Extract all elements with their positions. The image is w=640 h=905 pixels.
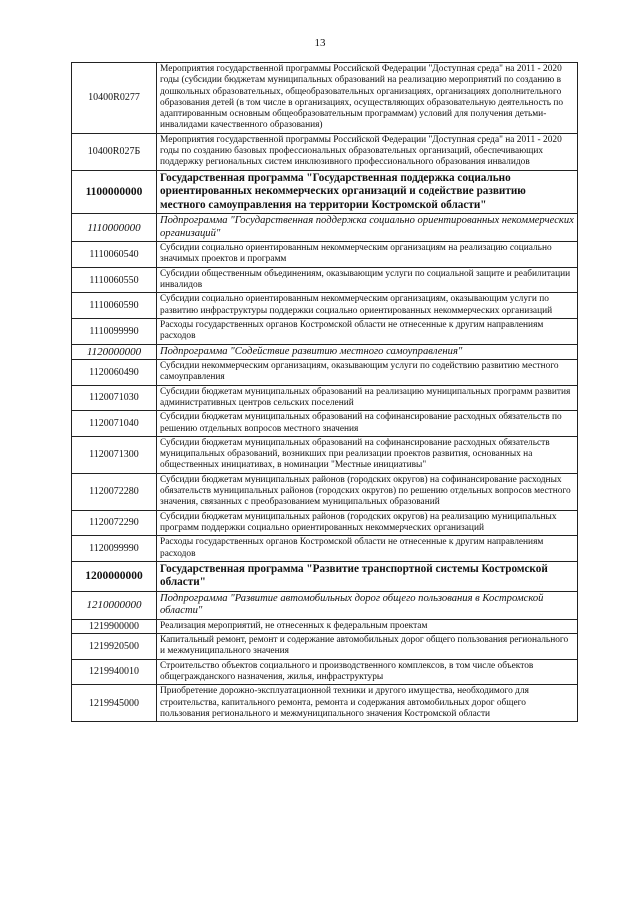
description-cell: Субсидии бюджетам муниципальных образований на софинансирование расходных обязательств по решению отдельных вопросов местного значения xyxy=(157,411,578,437)
description-cell: Приобретение дорожно-эксплуатационной техники и другого имущества, необходимого для строительства, капитального ремонта, ремонта и содержания автомобильных дорог общего пользования регионального и межмуниципального значения Костромской области xyxy=(157,685,578,722)
description-cell: Капитальный ремонт, ремонт и содержание автомобильных дорог общего пользования регионального и межмуниципального значения xyxy=(157,634,578,660)
table-row xyxy=(72,473,578,510)
table-row xyxy=(72,685,578,722)
code-cell: 1120060490 xyxy=(72,360,157,386)
description-cell: Субсидии бюджетам муниципальных образований на софинансирование расходных обязательств муниципальных образований, возникших при реализации проектов развития, основанных на общественных инициативах, в номинации "Местные инициативы" xyxy=(157,436,578,473)
code-cell: 1120071300 xyxy=(72,436,157,473)
description-cell: Расходы государственных органов Костромской области не отнесенные к другим направлениям расходов xyxy=(157,536,578,562)
subprogram-row xyxy=(72,214,578,242)
program-row xyxy=(72,170,578,214)
code-cell: 1219940010 xyxy=(72,659,157,685)
table-row xyxy=(72,242,578,268)
table-row xyxy=(72,267,578,293)
code-cell: 1120000000 xyxy=(72,344,157,360)
subprogram-row xyxy=(72,591,578,619)
description-cell: Подпрограмма "Содействие развитию местного самоуправления" xyxy=(157,344,578,360)
table-row xyxy=(72,634,578,660)
description-cell: Мероприятия государственной программы Российской Федерации "Доступная среда" на 2011 - 2020 годы по созданию базовых профессиональных образовательных организаций, обеспечивающих поддержку региональных систем инклюзивного профессионального образования инвалидов xyxy=(157,133,578,170)
table-row xyxy=(72,63,578,134)
code-cell: 1219920500 xyxy=(72,634,157,660)
table-row xyxy=(72,659,578,685)
code-cell: 1100000000 xyxy=(72,170,157,214)
description-cell: Государственная программа "Развитие транспортной системы Костромской области" xyxy=(157,561,578,591)
description-cell: Подпрограмма "Государственная поддержка социально ориентированных некоммерческих организаций" xyxy=(157,214,578,242)
code-cell: 1120071030 xyxy=(72,385,157,411)
table-row xyxy=(72,510,578,536)
table-body xyxy=(72,63,578,722)
program-row xyxy=(72,561,578,591)
description-cell: Реализация мероприятий, не отнесенных к федеральным проектам xyxy=(157,619,578,633)
description-cell: Субсидии социально ориентированным некоммерческим организациям на реализацию социально значимых проектов и программ xyxy=(157,242,578,268)
description-cell: Подпрограмма "Развитие автомобильных дорог общего пользования в Костромской области" xyxy=(157,591,578,619)
code-cell: 1110099990 xyxy=(72,318,157,344)
budget-classification-table xyxy=(71,62,578,722)
table-row xyxy=(72,360,578,386)
description-cell: Субсидии социально ориентированным некоммерческим организациям, оказывающим услуги по развитию инфраструктуры поддержки социально ориентированных некоммерческих организаций xyxy=(157,293,578,319)
table-row xyxy=(72,133,578,170)
description-cell: Строительство объектов социального и производственного комплексов, в том числе объектов общегражданского назначения, жилья, инфраструктуры xyxy=(157,659,578,685)
code-cell: 1120072280 xyxy=(72,473,157,510)
code-cell: 1210000000 xyxy=(72,591,157,619)
table-row xyxy=(72,536,578,562)
code-cell: 1110000000 xyxy=(72,214,157,242)
description-cell: Субсидии бюджетам муниципальных образований на реализацию муниципальных программ развития административных центров сельских поселений xyxy=(157,385,578,411)
description-cell: Расходы государственных органов Костромской области не отнесенные к другим направлениям расходов xyxy=(157,318,578,344)
table-row xyxy=(72,436,578,473)
code-cell: 1120099990 xyxy=(72,536,157,562)
code-cell: 10400R0277 xyxy=(72,63,157,134)
code-cell: 1219900000 xyxy=(72,619,157,633)
description-cell: Мероприятия государственной программы Российской Федерации "Доступная среда" на 2011 - 2020 годы (субсидии бюджетам муниципальных образований на реализацию мероприятий по созданию в дошкольных образовательных, общеобразовательных организациях, организациях дополнительного образования детей (в том числе в организациях, осуществляющих образовательную деятельность по адаптированным основным общеобразовательным программам) условий для получения детьми-инвалидами качественного образования) xyxy=(157,63,578,134)
code-cell: 1110060590 xyxy=(72,293,157,319)
code-cell: 1110060550 xyxy=(72,267,157,293)
description-cell: Субсидии некоммерческим организациям, оказывающим услуги по содействию развитию местного самоуправления xyxy=(157,360,578,386)
table-row xyxy=(72,385,578,411)
page-number: 13 xyxy=(314,37,326,49)
code-cell: 10400R027Б xyxy=(72,133,157,170)
table-row xyxy=(72,619,578,633)
table-row xyxy=(72,411,578,437)
description-cell: Субсидии бюджетам муниципальных районов (городских округов) на софинансирование расходных обязательств муниципальных районов (городских округов) по решению отдельных вопросов местного значения, связанных с преобразованием муниципальных образований xyxy=(157,473,578,510)
code-cell: 1110060540 xyxy=(72,242,157,268)
description-cell: Субсидии бюджетам муниципальных районов (городских округов) на реализацию муниципальных программ поддержки социально ориентированных некоммерческих организаций xyxy=(157,510,578,536)
description-cell: Государственная программа "Государственная поддержка социально ориентированных некоммерческих организаций и содействие развитию местного самоуправления на территории Костромской области" xyxy=(157,170,578,214)
code-cell: 1120071040 xyxy=(72,411,157,437)
subprogram-row xyxy=(72,344,578,360)
code-cell: 1120072290 xyxy=(72,510,157,536)
code-cell: 1200000000 xyxy=(72,561,157,591)
description-cell: Субсидии общественным объединениям, оказывающим услуги по социальной защите и реабилитации инвалидов xyxy=(157,267,578,293)
code-cell: 1219945000 xyxy=(72,685,157,722)
table-row xyxy=(72,293,578,319)
table-row xyxy=(72,318,578,344)
